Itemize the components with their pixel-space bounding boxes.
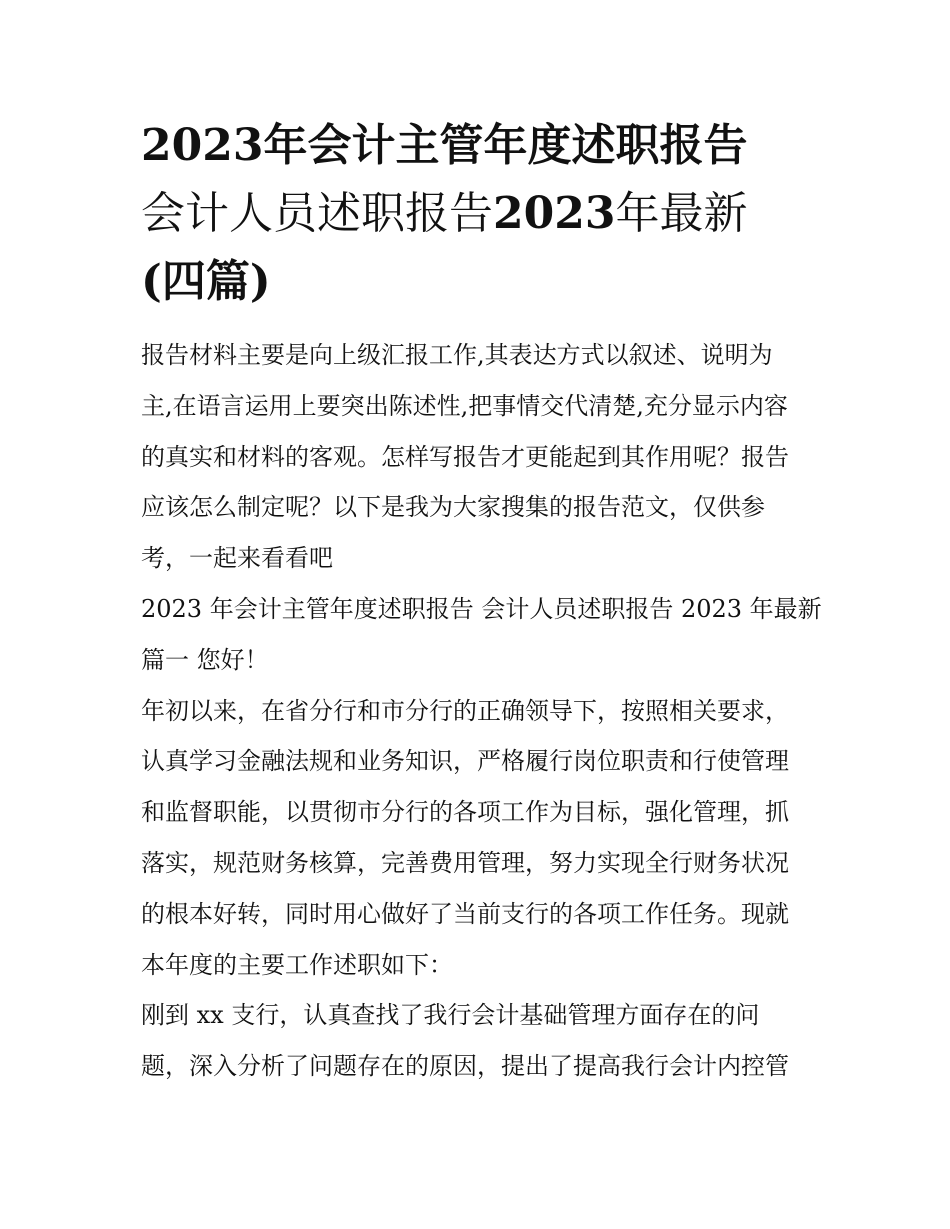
body-line: 年初以来，在省分行和市分行的正确领导下，按照相关要求， (141, 696, 789, 725)
body-line: 篇一 您好！ (141, 645, 269, 674)
title-text: 年最新 (615, 188, 748, 239)
body-line: 报告材料主要是向上级汇报工作,其表达方式以叙述、说明为 (141, 341, 773, 369)
document-body (141, 330, 822, 1092)
body-line: 的真实和材料的客观。怎样写报告才更能起到其作用呢？报告 (141, 442, 789, 471)
body-line: 本年度的主要工作述职如下： (141, 950, 453, 979)
title-line-1 (141, 112, 813, 180)
body-line: 考，一起来看看吧 (141, 544, 333, 573)
document-content (141, 112, 822, 1092)
body-line: 题，深入分析了问题存在的原因，提出了提高我行会计内控管 (141, 1052, 789, 1081)
title-text: 年会计主管年度述职报告 (263, 120, 748, 171)
body-line: 应该怎么制定呢？以下是我为大家搜集的报告范文，仅供参 (141, 493, 765, 522)
body-line: 2023 年会计主管年度述职报告 会计人员述职报告 2023 年最新 (141, 594, 822, 623)
body-line: 的根本好转，同时用心做好了当前支行的各项工作任务。现就 (141, 899, 789, 928)
title-line-3 (141, 248, 813, 316)
title-text: 会计人员述职报告 (141, 188, 493, 239)
body-line: 主,在语言运用上要突出陈述性,把事情交代清楚,充分显示内容 (141, 391, 788, 420)
body-line: 落实，规范财务核算，完善费用管理，努力实现全行财务状况 (141, 848, 789, 877)
body-line: 刚到 xx 支行，认真查找了我行会计基础管理方面存在的问 (141, 1001, 760, 1030)
document-title (141, 112, 813, 316)
title-text: (四篇) (141, 256, 271, 307)
title-year: 2023 (493, 188, 616, 239)
title-line-2 (141, 180, 813, 248)
title-year: 2023 (141, 120, 264, 171)
body-line: 和监督职能，以贯彻市分行的各项工作为目标，强化管理，抓 (141, 798, 789, 827)
body-line: 认真学习金融法规和业务知识，严格履行岗位职责和行使管理 (141, 747, 789, 776)
